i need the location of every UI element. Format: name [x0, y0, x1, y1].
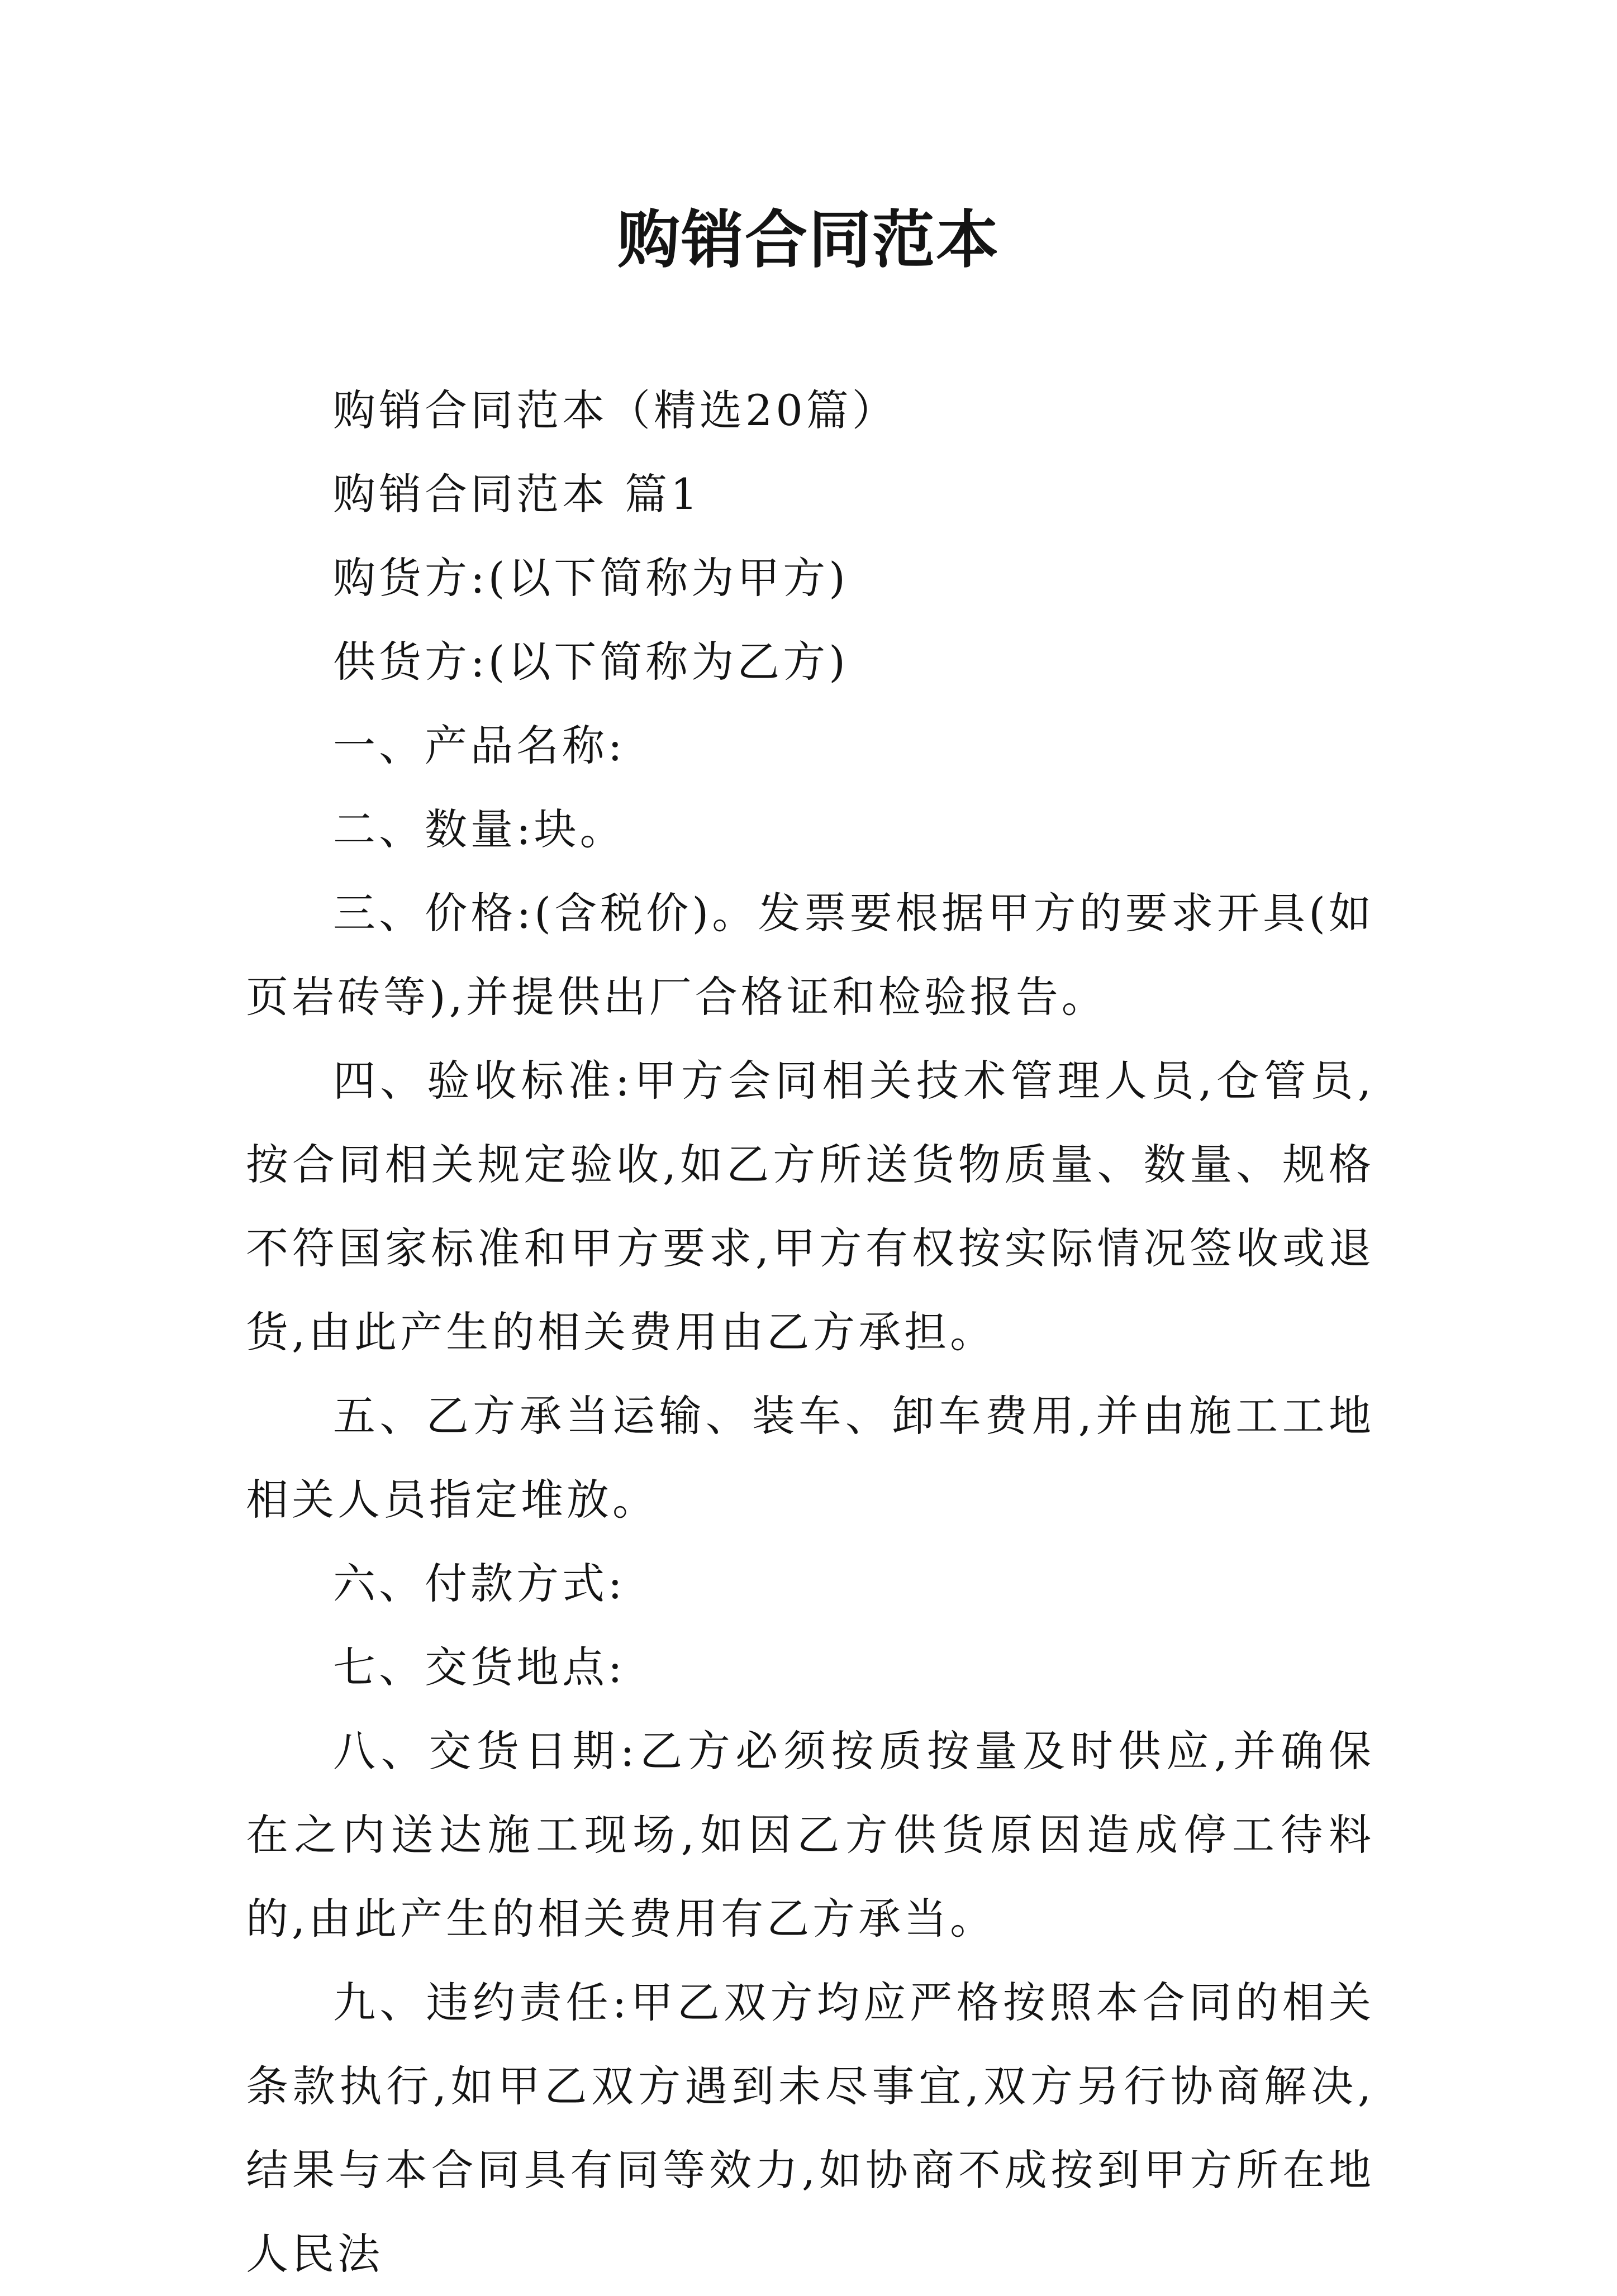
paragraph-clause-2: 二、数量:块。: [333, 804, 626, 854]
paragraph-clause-6: 六、付款方式:: [333, 1559, 626, 1608]
paragraph-clause-7: 七、交货地点:: [333, 1642, 626, 1692]
paragraph-clause-4: 四、验收标准:甲方会同相关技术管理人员,仓管员,按合同相关规定验收,如乙方所送货物质量、数量、规格不符国家标准和甲方要求,甲方有权按实际情况签收或退货,由此产生的相关费用由乙方承担。: [246, 1056, 1375, 1357]
paragraph-section-heading: 购销合同范本 篇1: [333, 469, 701, 519]
paragraph-clause-1: 一、产品名称:: [333, 721, 626, 770]
paragraph-subtitle: 购销合同范本（精选20篇）: [333, 385, 898, 435]
paragraph-clause-3: 三、价格:(含税价)。发票要根据甲方的要求开具(如页岩砖等),并提供出厂合格证和检验报告。: [246, 888, 1375, 1022]
document-title: 购销合同范本: [617, 204, 1000, 277]
paragraph-clause-9: 九、违约责任:甲乙双方均应严格按照本合同的相关条款执行,如甲乙双方遇到未尽事宜,双方另行协商解决,结果与本合同具有同等效力,如协商不成按到甲方所在地人民法: [246, 1978, 1375, 2279]
paragraph-clause-5: 五、乙方承当运输、装车、卸车费用,并由施工工地相关人员指定堆放。: [246, 1391, 1375, 1525]
paragraph-clause-8: 八、交货日期:乙方必须按质按量及时供应,并确保在之内送达施工现场,如因乙方供货原因造成停工待料的,由此产生的相关费用有乙方承当。: [246, 1726, 1375, 1943]
paragraph-buyer: 购货方:(以下简称为甲方): [333, 553, 849, 603]
paragraph-supplier: 供货方:(以下简称为乙方): [333, 637, 849, 687]
document-body: [246, 369, 1375, 2296]
